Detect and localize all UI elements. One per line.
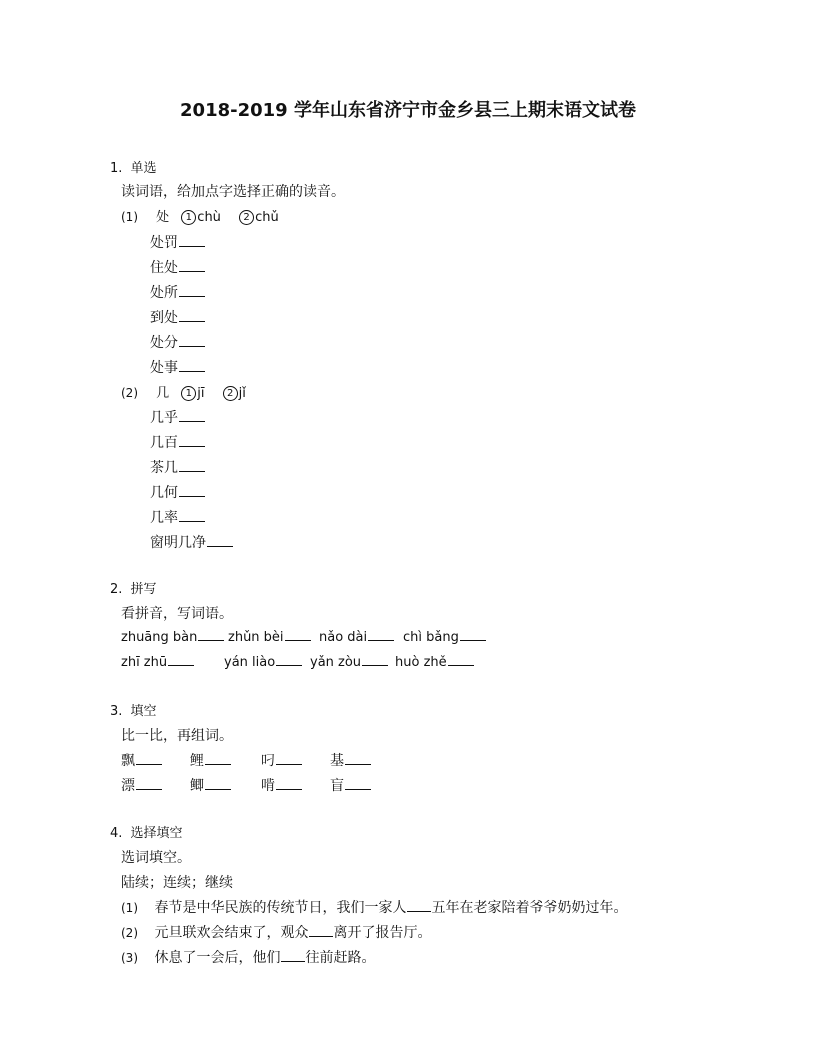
answer-blank[interactable]	[179, 434, 205, 447]
answer-blank[interactable]	[168, 653, 194, 666]
answer-item: 处分	[150, 332, 205, 352]
answer-blank[interactable]	[448, 653, 474, 666]
sub-question-number: (1)	[121, 210, 138, 224]
answer-item: 处所	[150, 282, 205, 302]
answer-blank[interactable]	[179, 284, 205, 297]
compare-item: 鲤	[190, 750, 231, 770]
answer-blank[interactable]	[285, 628, 311, 641]
answer-item: 几百	[150, 432, 205, 452]
question-number: 1.	[110, 161, 123, 176]
answer-blank[interactable]	[179, 459, 205, 472]
answer-blank[interactable]	[207, 534, 233, 547]
answer-blank[interactable]	[136, 777, 162, 790]
question-4-header	[110, 822, 183, 841]
answer-item: 几乎	[150, 407, 205, 427]
target-character: 几	[156, 386, 170, 401]
sub-question-number: (2)	[121, 926, 138, 940]
question-type: 填空	[130, 704, 157, 719]
target-character: 处	[156, 210, 170, 225]
sub-question-number: (2)	[121, 386, 138, 400]
pinyin-item: zhǔn bèi	[228, 628, 311, 645]
answer-blank[interactable]	[179, 309, 205, 322]
answer-item: 到处	[150, 307, 205, 327]
answer-blank[interactable]	[179, 509, 205, 522]
answer-blank[interactable]	[276, 777, 302, 790]
sub-question-2-header	[121, 382, 246, 401]
option-marker-1: 1	[181, 386, 196, 401]
compare-item: 鲫	[190, 775, 231, 795]
answer-blank[interactable]	[179, 484, 205, 497]
answer-blank[interactable]	[198, 628, 224, 641]
answer-blank[interactable]	[136, 752, 162, 765]
question-instruction: 比一比，再组词。	[121, 728, 233, 744]
option-pinyin-1: chù	[197, 210, 221, 225]
answer-item: 茶几	[150, 457, 205, 477]
answer-blank[interactable]	[179, 359, 205, 372]
pinyin-item: zhī zhū	[121, 653, 194, 670]
answer-item: 住处	[150, 257, 205, 277]
word-choices: 陆续；连续；继续	[121, 875, 233, 891]
answer-blank[interactable]	[179, 259, 205, 272]
option-marker-1: 1	[181, 210, 196, 225]
answer-blank[interactable]	[276, 653, 302, 666]
question-instruction: 看拼音，写词语。	[121, 606, 233, 622]
answer-blank[interactable]	[368, 628, 394, 641]
option-pinyin-2: jǐ	[238, 386, 246, 401]
answer-blank[interactable]	[362, 653, 388, 666]
pinyin-item: yán liào	[224, 653, 302, 670]
answer-item: 处事	[150, 357, 205, 377]
answer-blank[interactable]	[205, 752, 231, 765]
question-instruction: 读词语，给加点字选择正确的读音。	[121, 184, 345, 200]
option-marker-2: 2	[223, 386, 238, 401]
question-2-header	[110, 578, 157, 597]
answer-blank[interactable]	[276, 752, 302, 765]
pinyin-item: huò zhě	[395, 653, 474, 670]
answer-blank[interactable]	[407, 899, 431, 912]
sub-question-number: (1)	[121, 901, 138, 915]
option-marker-2: 2	[239, 210, 254, 225]
answer-blank[interactable]	[179, 334, 205, 347]
question-1-header	[110, 157, 157, 176]
sub-question-1-header	[121, 206, 279, 225]
page-title: 2018-2019 学年山东省济宁市金乡县三上期末语文试卷	[180, 100, 636, 121]
answer-blank[interactable]	[179, 234, 205, 247]
pinyin-item: yǎn zòu	[310, 653, 388, 670]
fill-sentence: (3) 休息了一会后，他们 往前赶路。	[121, 950, 376, 966]
fill-sentence: (2) 元旦联欢会结束了，观众 离开了报告厅。	[121, 925, 432, 941]
compare-item: 基	[330, 750, 371, 770]
sub-question-number: (3)	[121, 951, 138, 965]
question-type: 拼写	[130, 582, 157, 597]
question-type: 单选	[130, 161, 157, 176]
answer-item: 处罚	[150, 232, 205, 252]
compare-item: 漂	[121, 775, 162, 795]
option-pinyin-1: jī	[197, 386, 205, 401]
answer-blank[interactable]	[205, 777, 231, 790]
question-type: 选择填空	[130, 826, 183, 841]
compare-item: 叼	[261, 750, 302, 770]
question-number: 4.	[110, 826, 123, 841]
compare-item: 啃	[261, 775, 302, 795]
answer-item: 几何	[150, 482, 205, 502]
compare-item: 飘	[121, 750, 162, 770]
answer-blank[interactable]	[345, 777, 371, 790]
question-number: 2.	[110, 582, 123, 597]
option-pinyin-2: chǔ	[255, 210, 279, 225]
question-number: 3.	[110, 704, 123, 719]
answer-blank[interactable]	[179, 409, 205, 422]
fill-sentence: (1) 春节是中华民族的传统节日，我们一家人 五年在老家陪着爷爷奶奶过年。	[121, 900, 628, 916]
pinyin-item: nǎo dài	[319, 628, 394, 645]
compare-item: 盲	[330, 775, 371, 795]
answer-item: 几率	[150, 507, 205, 527]
answer-item: 窗明几净	[150, 532, 233, 552]
pinyin-item: zhuāng bàn	[121, 628, 224, 645]
question-3-header	[110, 700, 157, 719]
answer-blank[interactable]	[281, 949, 305, 962]
answer-blank[interactable]	[460, 628, 486, 641]
answer-blank[interactable]	[345, 752, 371, 765]
pinyin-item: chì bǎng	[403, 628, 486, 645]
answer-blank[interactable]	[309, 924, 333, 937]
question-instruction: 选词填空。	[121, 850, 191, 866]
